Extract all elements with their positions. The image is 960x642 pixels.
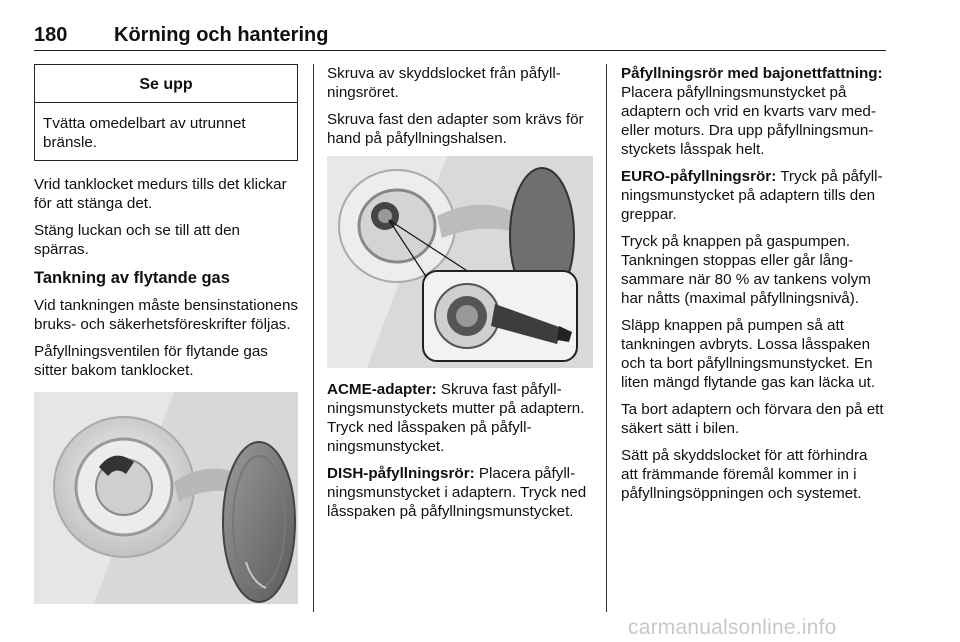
caution-box bbox=[34, 64, 298, 161]
paragraph: Påfyllningsventilen för flytande gas sitter bakom tanklocket. bbox=[34, 343, 268, 379]
paragraph: Sätt på skyddslocket för att förhindra att främmande föremål kommer in i påfyllningsöppningen och systemet. bbox=[621, 447, 868, 502]
bayonet-text: Placera påfyllningsmunstycket på adaptern och vrid en kvarts varv med- eller moturs. Dra upp påfyllningsmunstyckets låsspak helt. bbox=[621, 84, 876, 158]
adapter-photo bbox=[327, 156, 593, 368]
column-3 bbox=[621, 64, 887, 511]
acme-label: ACME-adapter: bbox=[327, 381, 437, 398]
paragraph: Vid tankningen måste bensinstationens bruks- och säkerhetsföreskrifter följas. bbox=[34, 297, 298, 333]
column-divider bbox=[606, 64, 607, 612]
column-divider bbox=[313, 64, 314, 612]
paragraph: Stäng luckan och se till att den spärras. bbox=[34, 222, 241, 258]
acme-text: Skruva fast påfyllningsmunstyckets mutter på adaptern. Tryck ned låsspaken på påfyllningsmunstycket. bbox=[327, 381, 585, 455]
caution-text: Tvätta omedelbart av utrunnet bränsle. bbox=[43, 115, 246, 151]
column-2 bbox=[327, 64, 593, 529]
paragraph bbox=[621, 167, 887, 224]
paragraph bbox=[327, 380, 593, 456]
paragraph: Skruva av skyddslocket från påfyllningsröret. bbox=[327, 65, 561, 101]
paragraph: Ta bort adaptern och förvara den på ett säkert sätt i bilen. bbox=[621, 401, 884, 437]
bayonet-label: Påfyllningsrör med bajonettfattning: bbox=[621, 65, 883, 82]
paragraph bbox=[621, 64, 887, 159]
column-1 bbox=[34, 64, 298, 604]
dish-text: Placera påfyllningsmunstycket i adaptern. Tryck ned låsspaken på påfyllningsmunstycket. bbox=[327, 465, 587, 520]
euro-label: EURO-påfyllningsrör: bbox=[621, 168, 777, 185]
page-header bbox=[34, 20, 886, 51]
paragraph: Tryck på knappen på gaspumpen. Tankningen stoppas eller går långsammare när 80 % av tankens volym har nåtts (maximal påfyllningsnivå). bbox=[621, 233, 871, 307]
adapter-illustration bbox=[327, 156, 593, 368]
watermark: carmanualsonline.info bbox=[628, 616, 837, 639]
fuel-flap-photo bbox=[34, 392, 298, 604]
chapter-title: Körning och hantering bbox=[114, 24, 329, 46]
dish-label: DISH-påfyllningsrör: bbox=[327, 465, 475, 482]
fuel-flap-illustration bbox=[34, 392, 298, 604]
paragraph: Släpp knappen på pumpen så att tankningen avbryts. Lossa låsspaken och ta bort påfyllningsmunstycket. En liten mängd flytande gas kan läcka ut. bbox=[621, 317, 876, 391]
section-heading: Tankning av flytande gas bbox=[34, 269, 230, 287]
paragraph bbox=[327, 464, 593, 521]
euro-text: Tryck på påfyllningsmunstycket på adaptern tills den greppar. bbox=[621, 168, 883, 223]
caution-title: Se upp bbox=[35, 65, 297, 103]
page-number: 180 bbox=[34, 24, 68, 46]
paragraph: Vrid tanklocket medurs tills det klickar för att stänga det. bbox=[34, 176, 287, 212]
paragraph: Skruva fast den adapter som krävs för hand på påfyllningshalsen. bbox=[327, 111, 584, 147]
